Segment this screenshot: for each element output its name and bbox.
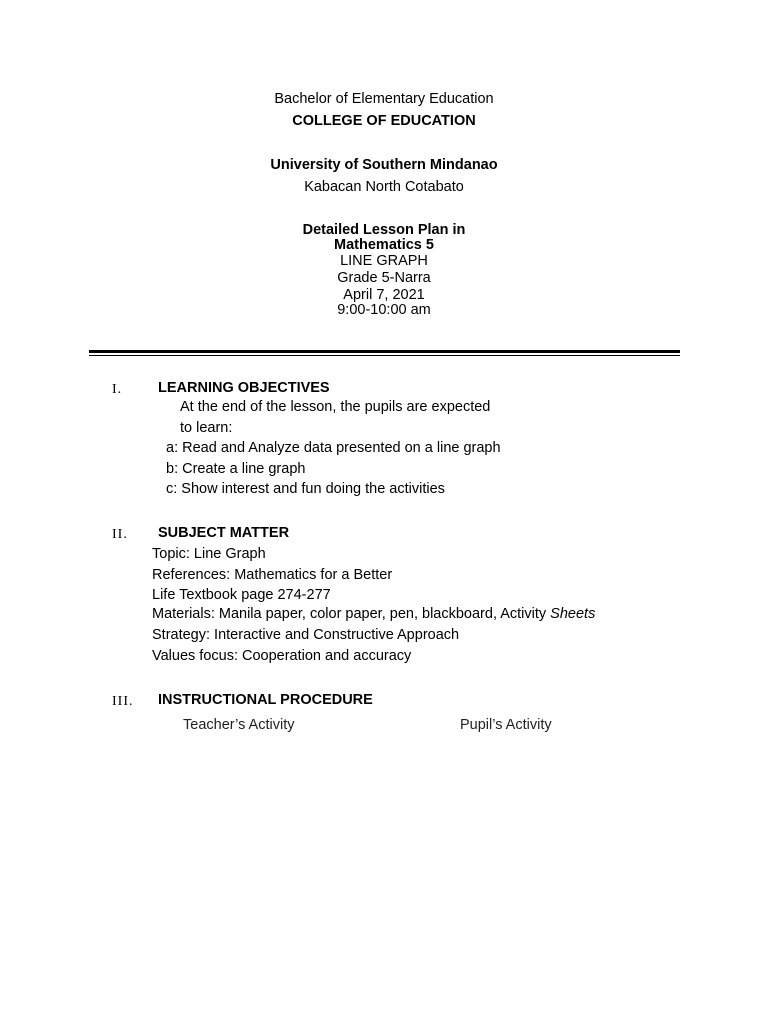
plan-topic: LINE GRAPH	[340, 253, 428, 269]
subject-materials-italic: Sheets	[550, 606, 596, 622]
plan-time: 9:00-10:00 am	[337, 302, 431, 318]
objectives-intro-line1: At the end of the lesson, the pupils are expected	[180, 399, 491, 415]
section-heading: SUBJECT MATTER	[158, 525, 290, 541]
objective-item-c: c: Show interest and fun doing the activities	[166, 481, 445, 497]
subject-materials-text: Materials: Manila paper, color paper, pen, blackboard, Activity	[152, 606, 547, 622]
program-name: Bachelor of Elementary Education	[274, 91, 494, 107]
subject-materials	[152, 606, 595, 622]
subject-topic: Topic: Line Graph	[152, 546, 266, 562]
section-numeral: III.	[112, 694, 134, 709]
section-numeral: II.	[112, 527, 128, 542]
pupil-activity-column: Pupil’s Activity	[460, 717, 552, 733]
section-heading: INSTRUCTIONAL PROCEDURE	[158, 692, 373, 708]
objectives-intro-line2: to learn:	[180, 420, 233, 436]
subject-strategy: Strategy: Interactive and Constructive Approach	[152, 627, 460, 643]
college-name: COLLEGE OF EDUCATION	[292, 113, 476, 129]
plan-title-line1: Detailed Lesson Plan in	[302, 222, 466, 238]
section-heading: LEARNING OBJECTIVES	[158, 380, 330, 396]
objective-item-a: a: Read and Analyze data presented on a line graph	[166, 440, 501, 456]
plan-title-line2: Mathematics 5	[334, 237, 434, 253]
plan-date: April 7, 2021	[343, 287, 425, 303]
divider-thin-line	[89, 355, 680, 356]
objective-item-b: b: Create a line graph	[166, 461, 306, 477]
divider-thick-line	[89, 350, 680, 353]
university-location: Kabacan North Cotabato	[304, 179, 464, 195]
teacher-activity-column: Teacher’s Activity	[183, 717, 295, 733]
subject-references-line2: Life Textbook page 274-277	[152, 587, 331, 603]
subject-values: Values focus: Cooperation and accuracy	[152, 648, 412, 664]
plan-grade: Grade 5-Narra	[337, 270, 431, 286]
subject-references-line1: References: Mathematics for a Better	[152, 567, 393, 583]
section-numeral: I.	[112, 382, 123, 397]
university-name: University of Southern Mindanao	[270, 157, 498, 173]
